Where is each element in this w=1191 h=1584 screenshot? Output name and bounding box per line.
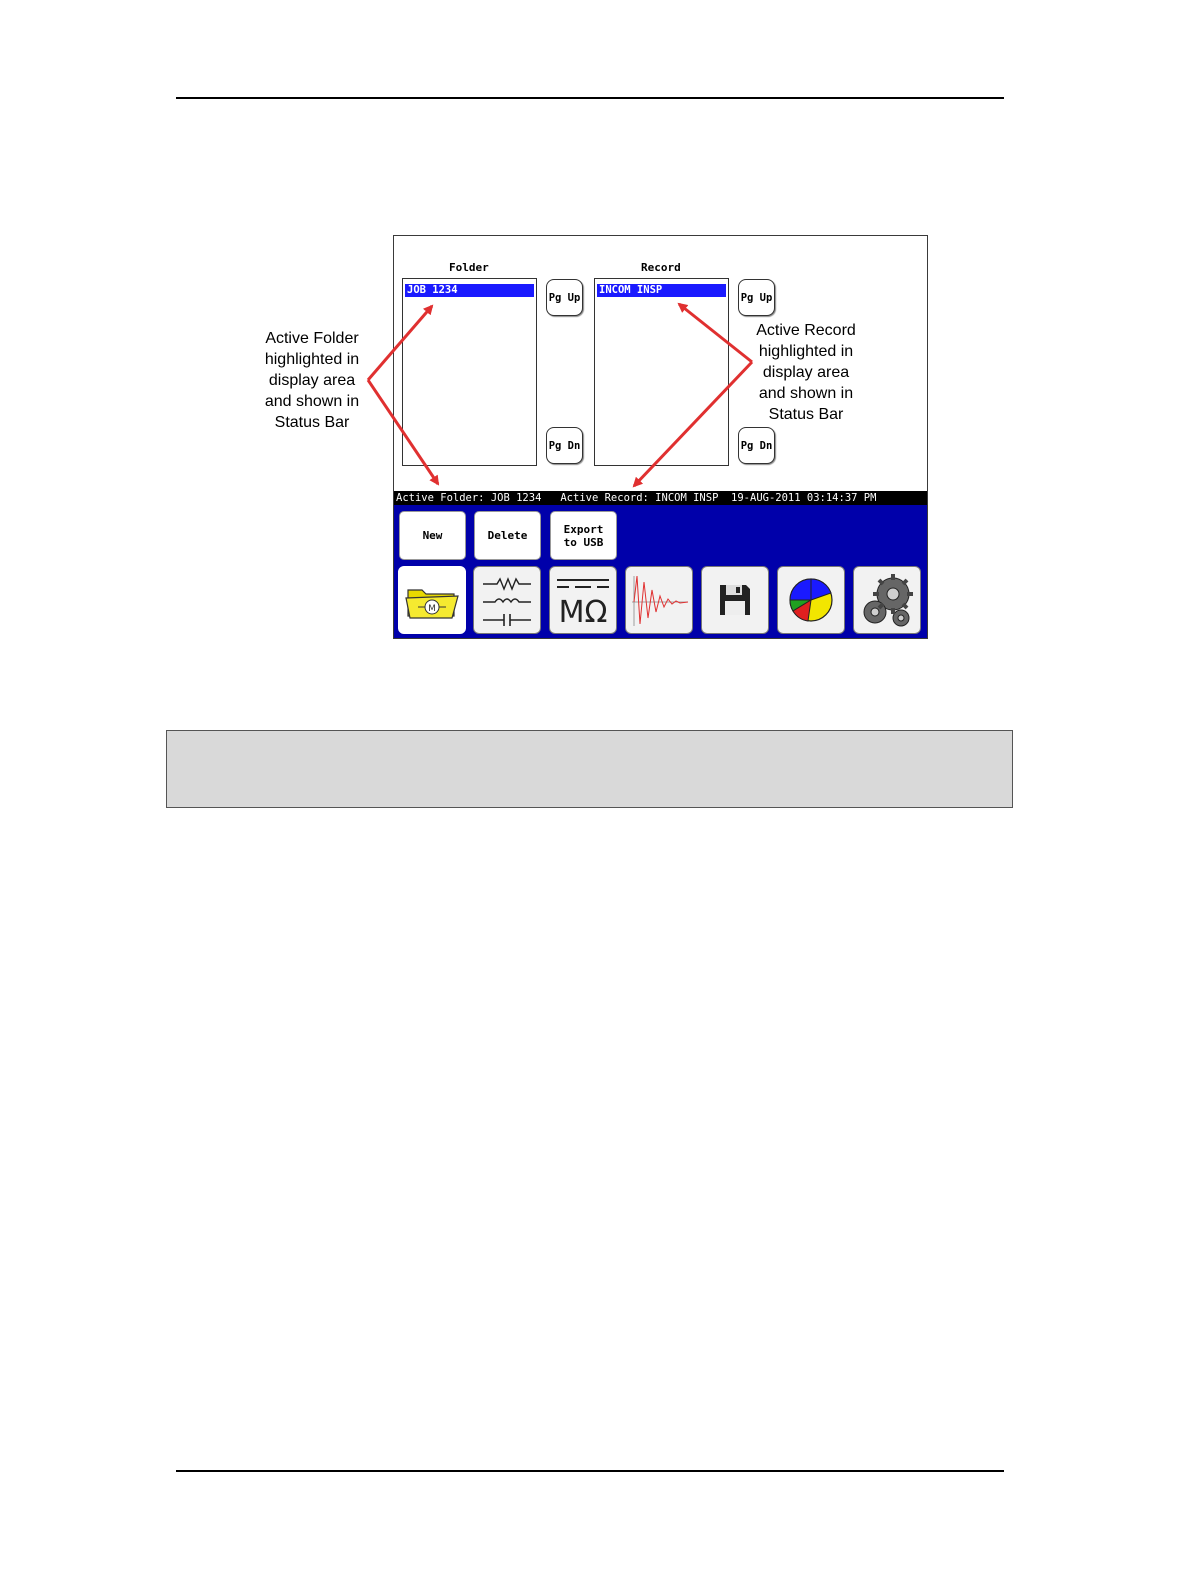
status-bar: Active Folder: JOB 1234 Active Record: INCOM INSP 19-AUG-2011 03:14:37 PM — [394, 491, 927, 505]
gears-icon — [857, 570, 917, 630]
waveform-tab-button[interactable] — [625, 566, 693, 634]
active-folder-callout: Active Folder highlighted in display area and shown in Status Bar — [264, 330, 360, 431]
header-rule — [176, 97, 1004, 99]
floppy-disk-icon — [718, 583, 752, 617]
folder-list-selected-item[interactable]: JOB 1234 — [405, 284, 534, 297]
save-tab-button[interactable] — [701, 566, 769, 634]
record-list[interactable] — [594, 278, 729, 466]
new-button[interactable] — [399, 511, 466, 560]
delete-button[interactable] — [474, 511, 541, 560]
record-page-down-button[interactable]: Pg Dn — [738, 427, 775, 464]
megohm-tab-button[interactable] — [549, 566, 617, 634]
circuit-tab-button[interactable] — [473, 566, 541, 634]
folder-icon — [404, 578, 460, 622]
note-box — [166, 730, 1013, 808]
folder-column-title: Folder — [449, 261, 489, 274]
footer-rule — [176, 1470, 1004, 1472]
folder-tab-button[interactable] — [398, 566, 466, 634]
folder-page-down-button[interactable]: Pg Dn — [546, 427, 583, 464]
new-button-label: New — [422, 529, 443, 542]
device-screen — [393, 235, 928, 639]
megohm-icon — [553, 572, 613, 628]
record-page-up-button[interactable]: Pg Up — [738, 279, 775, 316]
svg-text:MΩ: MΩ — [558, 595, 608, 628]
chart-tab-button[interactable] — [777, 566, 845, 634]
toolbar — [394, 505, 927, 639]
delete-button-label: Delete — [487, 529, 528, 542]
record-column-title: Record — [641, 261, 681, 274]
resistor-circuit-icon — [479, 572, 535, 628]
folder-page-up-button[interactable]: Pg Up — [546, 279, 583, 316]
export-button-label: Export to USB — [563, 522, 604, 549]
export-usb-button[interactable] — [550, 511, 617, 560]
settings-tab-button[interactable] — [853, 566, 921, 634]
folder-list[interactable] — [402, 278, 537, 466]
active-record-callout: Active Record highlighted in display area and shown in Status Bar — [756, 322, 856, 423]
pie-chart-icon — [786, 575, 836, 625]
svg-text:M: M — [428, 604, 436, 614]
record-list-selected-item[interactable]: INCOM INSP — [597, 284, 726, 297]
waveform-icon — [628, 572, 690, 628]
